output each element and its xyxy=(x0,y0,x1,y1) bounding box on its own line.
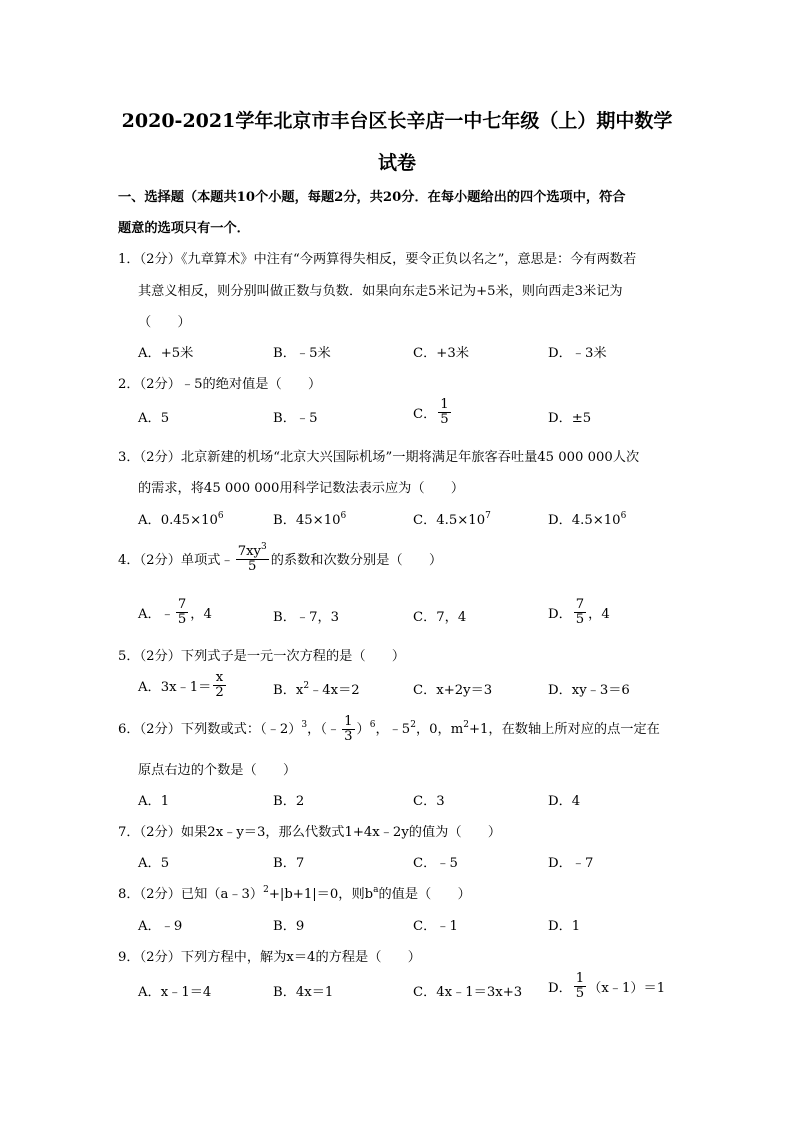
section-heading-line2: 题意的选项只有一个． xyxy=(118,221,250,236)
minus-sign: ﹣ xyxy=(220,552,234,568)
option-label: D． xyxy=(548,606,572,622)
question-8-option-a: A．﹣9 xyxy=(138,919,183,934)
exponent: 2 xyxy=(263,885,269,895)
text: +1，在数轴上所对应的点一定在 xyxy=(468,721,660,737)
question-2-option-c xyxy=(413,398,453,427)
option-text: A．0.45×10 xyxy=(138,513,218,528)
numerator: 1 xyxy=(440,397,449,412)
exponent: 3 xyxy=(260,542,267,552)
denominator: 5 xyxy=(575,611,585,627)
question-5-option-a xyxy=(138,671,228,700)
option-text: B．x xyxy=(273,683,304,698)
fraction xyxy=(574,598,586,627)
question-4-suffix: 的系数和次数分别是（ ） xyxy=(270,552,443,568)
denominator: 5 xyxy=(177,611,187,627)
option-label: C． xyxy=(413,406,437,422)
option-rest: ，4 xyxy=(190,606,212,622)
option-label: A． xyxy=(138,606,161,622)
fraction xyxy=(438,398,450,427)
text: 6．（2分）下列数或式：（﹣2） xyxy=(118,721,302,737)
option-text: D．4.5×10 xyxy=(548,513,621,528)
question-5-option-c: C．x+2y＝3 xyxy=(413,683,493,698)
question-8-option-c: C．﹣1 xyxy=(413,919,458,934)
question-8-text xyxy=(118,883,471,902)
question-6-option-c: C．3 xyxy=(413,794,445,809)
question-6-text xyxy=(118,715,660,744)
exponent: 6 xyxy=(369,719,376,730)
denominator: 5 xyxy=(248,558,257,574)
question-1-option-b: B．﹣5米 xyxy=(273,346,331,361)
question-7-option-c: C．﹣5 xyxy=(413,856,458,871)
text: 的值是（ ） xyxy=(378,887,471,902)
numerator-text: 7xy xyxy=(237,544,261,559)
question-6-option-a: A．1 xyxy=(138,794,170,809)
numerator: x xyxy=(213,671,225,686)
numerator: 1 xyxy=(344,714,353,729)
question-4-text xyxy=(118,543,442,574)
question-9-option-d xyxy=(548,972,665,1001)
question-2-text: 2．（2分）﹣5的绝对值是（ ） xyxy=(118,377,322,392)
exponent: 6 xyxy=(620,511,627,521)
question-5-option-b xyxy=(273,679,360,698)
numerator: 1 xyxy=(575,971,585,986)
option-text: B．45×10 xyxy=(273,513,341,528)
question-6-option-b: B．2 xyxy=(273,794,305,809)
question-6-text-line2: 原点右边的个数是（ ） xyxy=(138,763,297,778)
question-4-option-b: B．﹣7，3 xyxy=(273,610,340,625)
question-4-option-c: C．7，4 xyxy=(413,610,467,625)
option-text: C．4.5×10 xyxy=(413,513,486,528)
page-title-line2: 试卷 xyxy=(377,152,416,174)
question-2-option-b: B．﹣5 xyxy=(273,411,318,426)
option-rest: ，4 xyxy=(588,606,610,622)
numerator: 7 xyxy=(177,597,187,612)
text: +|b+1|＝0，则b xyxy=(268,887,374,902)
question-1-option-a: A．+5米 xyxy=(138,346,194,361)
exponent: 2 xyxy=(410,719,416,730)
text: ，0，m xyxy=(415,721,464,737)
exponent: a xyxy=(373,885,379,895)
denominator: 5 xyxy=(575,985,585,1001)
question-3-text-line2: 的需求，将45 000 000用科学记数法表示应为（ ） xyxy=(138,481,465,496)
fraction xyxy=(342,715,354,744)
question-3-text: 3．（2分）北京新建的机场“北京大兴国际机场”一期将满足年旅客吞吐量45 000 000人次 xyxy=(118,450,640,465)
question-9-text: 9．（2分）下列方程中，解为x＝4的方程是（ ） xyxy=(118,950,421,965)
question-6-option-d: D．4 xyxy=(548,794,581,809)
exponent: 7 xyxy=(485,511,491,521)
denominator: 2 xyxy=(215,684,224,700)
question-2-option-a: A．5 xyxy=(138,411,170,426)
question-9-option-c: C．4x﹣1＝3x+3 xyxy=(413,985,523,1000)
minus-sign: ﹣ xyxy=(160,606,174,622)
option-text: A．3x﹣1＝ xyxy=(138,679,212,695)
question-4-prefix: 4．（2分）单项式 xyxy=(118,552,221,568)
text: ） xyxy=(356,721,370,737)
fraction xyxy=(176,598,188,627)
question-4-option-a xyxy=(138,598,212,627)
option-rest: ﹣4x＝2 xyxy=(309,683,360,698)
exponent: 3 xyxy=(301,719,308,730)
fraction xyxy=(213,671,225,700)
question-1-option-c: C．+3米 xyxy=(413,346,469,361)
text: 8．（2分）已知（a﹣3） xyxy=(118,887,264,902)
question-5-option-d: D．xy﹣3＝6 xyxy=(548,683,630,698)
question-5-text: 5．（2分）下列式子是一元一次方程的是（ ） xyxy=(118,649,406,664)
question-7-option-d: D．﹣7 xyxy=(548,856,594,871)
numerator: 7 xyxy=(575,597,585,612)
question-3-option-d xyxy=(548,509,626,528)
page-title: 2020-2021学年北京市丰台区长辛店一中七年级（上）期中数学 xyxy=(121,110,673,132)
text: ，﹣5 xyxy=(375,721,411,737)
question-3-option-b xyxy=(273,509,346,528)
exponent: 2 xyxy=(303,681,310,691)
question-7-option-b: B．7 xyxy=(273,856,305,871)
question-1-text-line3: （ ） xyxy=(138,315,191,330)
denominator: 3 xyxy=(344,728,353,744)
question-1-text: 1．（2分）《九章算术》中注有“今两算得失相反，要令正负以名之”，意思是：今有两数若 xyxy=(118,252,637,267)
exponent: 6 xyxy=(340,511,347,521)
question-3-option-a xyxy=(138,509,224,528)
exponent: 2 xyxy=(463,719,469,730)
exponent: 6 xyxy=(217,511,224,521)
text: ，（﹣ xyxy=(307,721,341,737)
question-8-option-d: D．1 xyxy=(548,919,581,934)
question-4-option-d xyxy=(548,598,610,627)
question-7-option-a: A．5 xyxy=(138,856,170,871)
section-heading: 一、选择题（本题共10个小题，每题2分，共20分．在每小题给出的四个选项中，符合 xyxy=(118,190,626,205)
question-2-option-d: D．±5 xyxy=(548,411,592,426)
option-label: D． xyxy=(548,980,572,996)
question-9-option-a: A．x﹣1＝4 xyxy=(138,985,212,1000)
question-8-option-b: B．9 xyxy=(273,919,305,934)
denominator: 5 xyxy=(440,411,449,427)
numerator xyxy=(236,543,269,560)
question-3-option-c xyxy=(413,509,491,528)
monomial-fraction xyxy=(236,543,269,574)
fraction xyxy=(574,972,586,1001)
question-9-option-b: B．4x＝1 xyxy=(273,985,334,1000)
question-7-text: 7．（2分）如果2x﹣y＝3，那么代数式1+4x﹣2y的值为（ ） xyxy=(118,825,502,840)
option-rest: （x﹣1）＝1 xyxy=(588,980,666,996)
question-1-option-d: D．﹣3米 xyxy=(548,346,607,361)
question-1-text-line2: 其意义相反，则分别叫做正数与负数．如果向东走5米记为+5米，则向西走3米记为 xyxy=(138,284,623,299)
